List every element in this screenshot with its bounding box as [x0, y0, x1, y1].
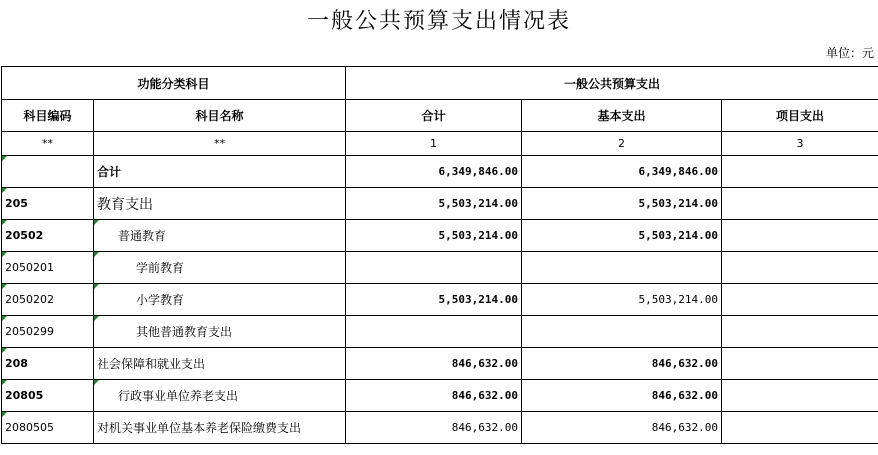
row-code[interactable]: 2080505 — [2, 412, 94, 444]
table-row — [2, 188, 878, 220]
column-header-row — [2, 100, 878, 132]
row-basic[interactable]: 846,632.00 — [522, 412, 722, 444]
header-name: 科目名称 — [94, 100, 346, 132]
row-name[interactable]: 其他普通教育支出 — [94, 316, 346, 348]
row-project[interactable] — [722, 412, 878, 444]
row-basic[interactable]: 5,503,214.00 — [522, 220, 722, 252]
row-total[interactable]: 846,632.00 — [346, 412, 522, 444]
row-total[interactable]: 5,503,214.00 — [346, 284, 522, 316]
header-code: 科目编码 — [2, 100, 94, 132]
table-row — [2, 316, 878, 348]
row-code[interactable]: 205 — [2, 188, 94, 220]
header-functional-category: 功能分类科目 — [2, 67, 346, 100]
table-row — [2, 284, 878, 316]
index-row — [2, 132, 878, 156]
row-total[interactable]: 5,503,214.00 — [346, 188, 522, 220]
index-name: ** — [94, 132, 346, 156]
row-name[interactable]: 对机关事业单位基本养老保险缴费支出 — [94, 412, 346, 444]
index-total: 1 — [346, 132, 522, 156]
row-project[interactable] — [722, 380, 878, 412]
header-total: 合计 — [346, 100, 522, 132]
row-name[interactable]: 普通教育 — [94, 220, 346, 252]
row-project[interactable] — [722, 284, 878, 316]
row-basic[interactable]: 846,632.00 — [522, 348, 722, 380]
table-row — [2, 220, 878, 252]
unit-label: 单位：元 — [825, 46, 874, 60]
row-project[interactable] — [722, 348, 878, 380]
row-project[interactable] — [722, 156, 878, 188]
table-row — [2, 380, 878, 412]
row-total[interactable]: 846,632.00 — [346, 348, 522, 380]
index-code: ** — [2, 132, 94, 156]
row-basic[interactable] — [522, 316, 722, 348]
row-basic[interactable]: 5,503,214.00 — [522, 284, 722, 316]
row-name[interactable]: 行政事业单位养老支出 — [94, 380, 346, 412]
row-total[interactable] — [346, 316, 522, 348]
table-row — [2, 252, 878, 284]
page-title: 一般公共预算支出情况表 — [306, 9, 571, 34]
row-project[interactable] — [722, 220, 878, 252]
row-code[interactable]: 2050299 — [2, 316, 94, 348]
table-row — [2, 348, 878, 380]
table-row — [2, 412, 878, 444]
row-name[interactable]: 学前教育 — [94, 252, 346, 284]
row-code[interactable]: 20805 — [2, 380, 94, 412]
row-code[interactable]: 20502 — [2, 220, 94, 252]
group-header-row — [2, 67, 878, 100]
row-basic[interactable] — [522, 252, 722, 284]
row-project[interactable] — [722, 252, 878, 284]
header-project: 项目支出 — [722, 100, 878, 132]
index-project: 3 — [722, 132, 878, 156]
index-basic: 2 — [522, 132, 722, 156]
row-name[interactable]: 小学教育 — [94, 284, 346, 316]
row-code[interactable]: 208 — [2, 348, 94, 380]
row-total[interactable] — [346, 252, 522, 284]
row-project[interactable] — [722, 316, 878, 348]
row-code[interactable] — [2, 156, 94, 188]
row-total[interactable]: 6,349,846.00 — [346, 156, 522, 188]
row-total[interactable]: 5,503,214.00 — [346, 220, 522, 252]
row-name[interactable]: 合计 — [94, 156, 346, 188]
table-row — [2, 156, 878, 188]
row-basic[interactable]: 6,349,846.00 — [522, 156, 722, 188]
budget-table — [1, 66, 878, 444]
row-name[interactable]: 社会保障和就业支出 — [94, 348, 346, 380]
header-basic: 基本支出 — [522, 100, 722, 132]
header-general-budget: 一般公共预算支出 — [346, 67, 878, 100]
row-project[interactable] — [722, 188, 878, 220]
row-total[interactable]: 846,632.00 — [346, 380, 522, 412]
row-code[interactable]: 2050201 — [2, 252, 94, 284]
row-basic[interactable]: 846,632.00 — [522, 380, 722, 412]
row-basic[interactable]: 5,503,214.00 — [522, 188, 722, 220]
row-name[interactable]: 教育支出 — [94, 188, 346, 220]
row-code[interactable]: 2050202 — [2, 284, 94, 316]
